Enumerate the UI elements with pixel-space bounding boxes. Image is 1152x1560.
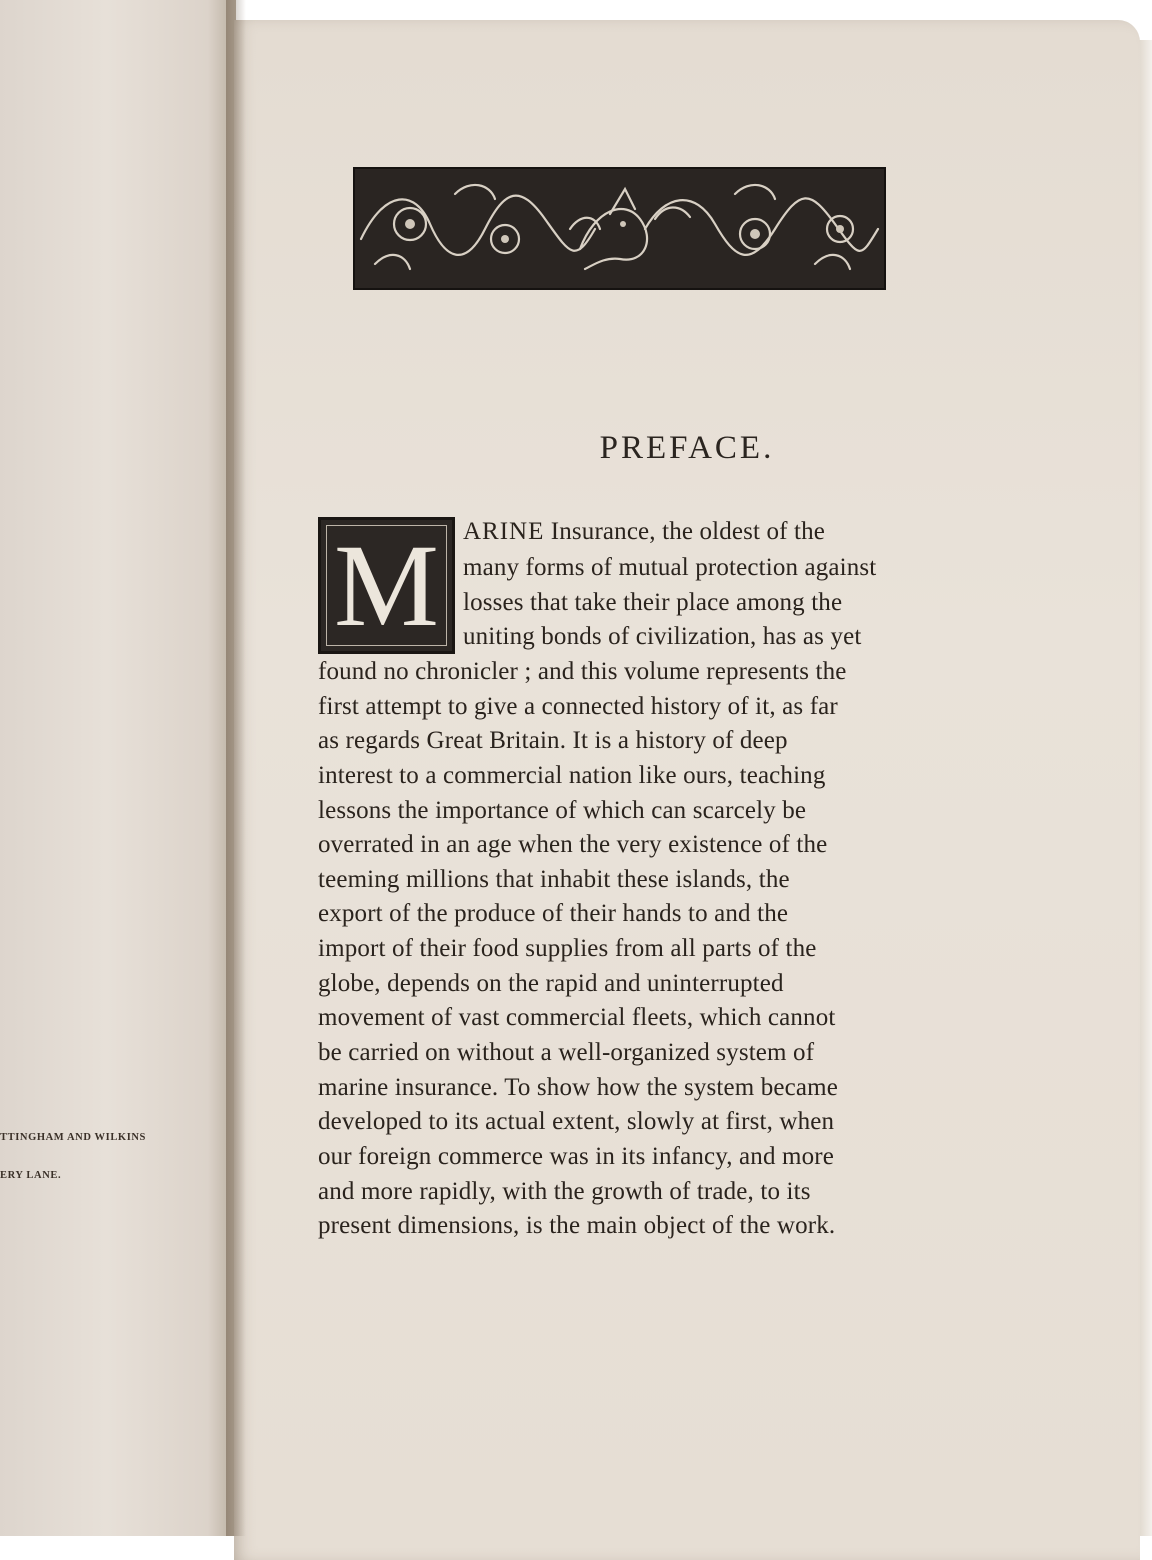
drop-cap <box>318 517 455 654</box>
body-line-8: interest to a commercial nation like ours, teaching <box>318 762 826 789</box>
imprint-line-2: ERY LANE. <box>0 1170 62 1181</box>
body-line-16: be carried on without a well-organized system of <box>318 1039 815 1066</box>
drop-cap-letter: M <box>334 520 439 651</box>
body-line-9: lessons the importance of which can scarcely be <box>318 797 807 824</box>
body-line-4: uniting bonds of civilization, has as yet <box>463 623 862 650</box>
printer-imprint <box>0 1132 236 1192</box>
left-page <box>0 0 236 1536</box>
body-line-17: marine insurance. To show how the system became <box>318 1074 838 1101</box>
first-line-rest: Insurance, the oldest of the <box>544 518 826 545</box>
book-gutter <box>226 0 246 1536</box>
body-line-1 <box>463 517 825 547</box>
body-line-18: developed to its actual extent, slowly at first, when <box>318 1108 835 1135</box>
imprint-line-1: TTINGHAM AND WILKINS <box>0 1132 146 1143</box>
body-line-2: many forms of mutual protection against <box>463 554 877 581</box>
body-line-11: teeming millions that inhabit these islands, the <box>318 866 790 893</box>
first-word-smallcaps: ARINE <box>463 518 545 545</box>
scroll-ornament-icon <box>355 169 884 288</box>
body-line-14: globe, depends on the rapid and uninterrupted <box>318 970 784 997</box>
body-line-10: overrated in an age when the very existence of the <box>318 831 828 858</box>
body-line-20: and more rapidly, with the growth of trade, to its <box>318 1178 811 1205</box>
body-line-12: export of the produce of their hands to and the <box>318 900 789 927</box>
headpiece-ornament <box>353 167 886 290</box>
body-line-21: present dimensions, is the main object of the work. <box>318 1212 836 1239</box>
body-line-19: our foreign commerce was in its infancy, and more <box>318 1143 834 1170</box>
body-line-7: as regards Great Britain. It is a history of deep <box>318 727 788 754</box>
body-line-3: losses that take their place among the <box>463 589 843 616</box>
body-line-5: found no chronicler ; and this volume represents the <box>318 658 847 685</box>
body-line-15: movement of vast commercial fleets, which cannot <box>318 1004 836 1031</box>
body-line-6: first attempt to give a connected history of it, as far <box>318 693 838 720</box>
body-line-13: import of their food supplies from all parts of the <box>318 935 817 962</box>
page-title: PREFACE. <box>599 430 775 466</box>
